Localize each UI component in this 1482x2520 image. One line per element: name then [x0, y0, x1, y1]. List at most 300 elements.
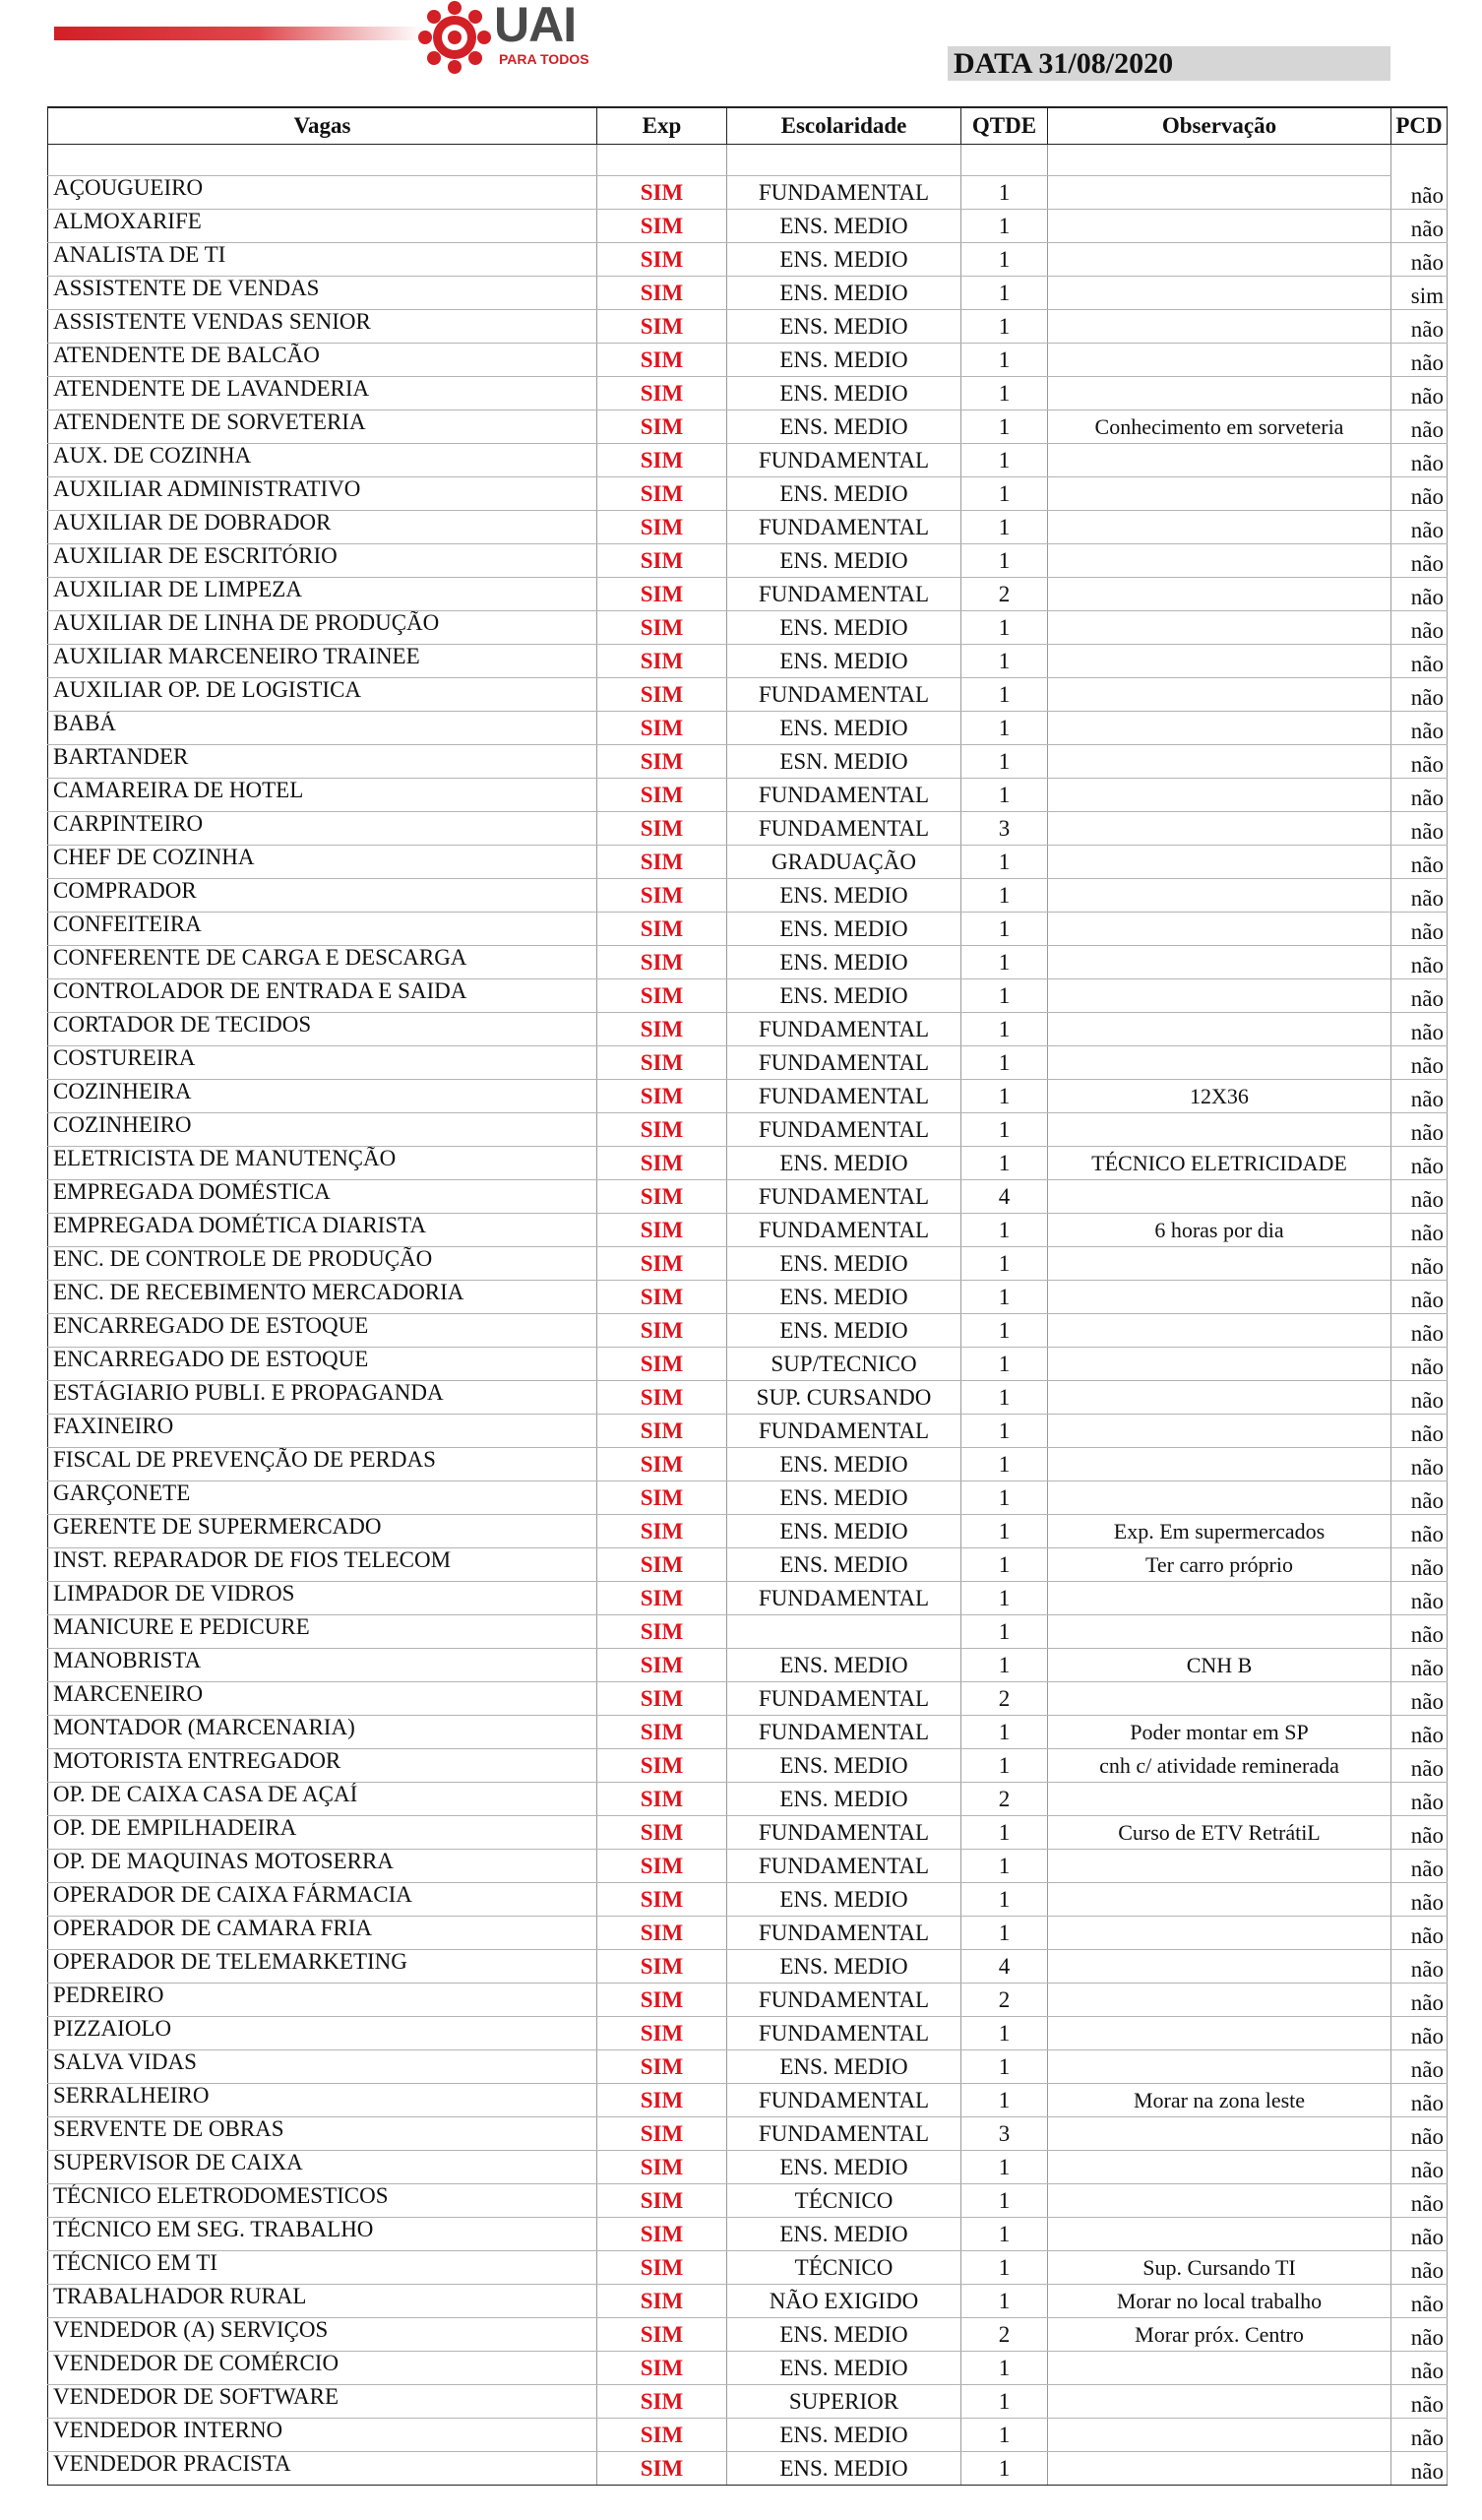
cell-pcd: não [1391, 1381, 1448, 1415]
cell-qtde: 1 [961, 2385, 1048, 2419]
cell-vaga: AUXILIAR DE LIMPEZA [48, 578, 597, 611]
cell-vaga: OPERADOR DE CAIXA FÁRMACIA [48, 1883, 597, 1917]
cell-vaga: AUXILIAR DE DOBRADOR [48, 511, 597, 544]
cell-qtde: 1 [961, 645, 1048, 678]
cell-vaga: EMPREGADA DOMÉSTICA [48, 1180, 597, 1214]
cell-escolaridade: ENS. MEDIO [727, 1515, 961, 1548]
cell-exp: SIM [597, 2218, 727, 2251]
cell-qtde: 1 [961, 1582, 1048, 1615]
cell-escolaridade: ENS. MEDIO [727, 1883, 961, 1917]
cell-exp: SIM [597, 1816, 727, 1850]
cell-vaga: PIZZAIOLO [48, 2017, 597, 2050]
cell-pcd: não [1391, 1415, 1448, 1448]
cell-observacao: cnh c/ atividade reminerada [1048, 1749, 1391, 1783]
cell-observacao [1048, 846, 1391, 879]
cell-qtde: 1 [961, 410, 1048, 444]
cell-exp: SIM [597, 2419, 727, 2452]
table-row [48, 578, 1448, 611]
cell-observacao [1048, 2017, 1391, 2050]
cell-qtde: 3 [961, 2117, 1048, 2151]
cell-exp: SIM [597, 1381, 727, 1415]
cell-escolaridade: ENS. MEDIO [727, 477, 961, 511]
cell-observacao: Sup. Cursando TI [1048, 2251, 1391, 2285]
cell-observacao [1048, 2050, 1391, 2084]
empty-cell [48, 145, 597, 176]
table-row [48, 1080, 1448, 1113]
cell-qtde: 1 [961, 1147, 1048, 1180]
cell-escolaridade: ENS. MEDIO [727, 410, 961, 444]
cell-exp: SIM [597, 1113, 727, 1147]
table-row [48, 277, 1448, 310]
cell-escolaridade: FUNDAMENTAL [727, 176, 961, 210]
cell-observacao [1048, 611, 1391, 645]
cell-escolaridade: SUP. CURSANDO [727, 1381, 961, 1415]
cell-observacao [1048, 1783, 1391, 1816]
cell-vaga: AUXILIAR DE LINHA DE PRODUÇÃO [48, 611, 597, 645]
date-label: DATA 31/08/2020 [948, 46, 1390, 81]
cell-vaga: AUXILIAR DE ESCRITÓRIO [48, 544, 597, 578]
cell-observacao [1048, 812, 1391, 846]
cell-exp: SIM [597, 410, 727, 444]
table-row [48, 2318, 1448, 2352]
cell-vaga: OP. DE CAIXA CASA DE AÇAÍ [48, 1783, 597, 1816]
cell-qtde: 1 [961, 444, 1048, 477]
cell-exp: SIM [597, 1749, 727, 1783]
column-header-exp: Exp [597, 107, 727, 145]
cell-pcd: não [1391, 477, 1448, 511]
cell-exp: SIM [597, 1883, 727, 1917]
cell-qtde: 1 [961, 1415, 1048, 1448]
cell-vaga: ANALISTA DE TI [48, 243, 597, 277]
cell-escolaridade: ENS. MEDIO [727, 645, 961, 678]
table-row [48, 879, 1448, 913]
cell-pcd: não [1391, 979, 1448, 1013]
table-row [48, 1348, 1448, 1381]
cell-exp: SIM [597, 1716, 727, 1749]
table-row [48, 1515, 1448, 1548]
cell-pcd: não [1391, 2050, 1448, 2084]
cell-escolaridade: ENS. MEDIO [727, 979, 961, 1013]
cell-vaga: ESTÁGIARIO PUBLI. E PROPAGANDA [48, 1381, 597, 1415]
cell-qtde: 1 [961, 1448, 1048, 1481]
cell-observacao [1048, 2117, 1391, 2151]
cell-escolaridade: FUNDAMENTAL [727, 1682, 961, 1716]
column-header-qtde: QTDE [961, 107, 1048, 145]
cell-observacao [1048, 979, 1391, 1013]
spacer-row [48, 145, 1448, 176]
uai-logo [417, 0, 614, 77]
table-row [48, 2419, 1448, 2452]
cell-observacao [1048, 2151, 1391, 2184]
cell-observacao [1048, 344, 1391, 377]
table-row [48, 611, 1448, 645]
cell-vaga: MARCENEIRO [48, 1682, 597, 1716]
table-row [48, 444, 1448, 477]
cell-escolaridade: ENS. MEDIO [727, 277, 961, 310]
table-row [48, 1917, 1448, 1950]
cell-vaga: GARÇONETE [48, 1481, 597, 1515]
cell-exp: SIM [597, 611, 727, 645]
cell-escolaridade: SUPERIOR [727, 2385, 961, 2419]
table-row [48, 1448, 1448, 1481]
cell-pcd: não [1391, 1783, 1448, 1816]
cell-qtde: 1 [961, 2419, 1048, 2452]
cell-vaga: AUXILIAR ADMINISTRATIVO [48, 477, 597, 511]
cell-observacao [1048, 678, 1391, 712]
cell-qtde: 1 [961, 946, 1048, 979]
table-row [48, 1816, 1448, 1850]
cell-observacao [1048, 1113, 1391, 1147]
cell-pcd: não [1391, 210, 1448, 243]
cell-qtde: 1 [961, 2452, 1048, 2486]
logo-wordmark: UAI [494, 0, 577, 52]
cell-exp: SIM [597, 2084, 727, 2117]
table-row [48, 1415, 1448, 1448]
cell-vaga: VENDEDOR (A) SERVIÇOS [48, 2318, 597, 2352]
cell-exp: SIM [597, 1080, 727, 1113]
table-row [48, 344, 1448, 377]
cell-qtde: 1 [961, 1615, 1048, 1649]
cell-observacao: Curso de ETV RetrátiL [1048, 1816, 1391, 1850]
cell-vaga: ALMOXARIFE [48, 210, 597, 243]
cell-exp: SIM [597, 377, 727, 410]
cell-qtde: 1 [961, 210, 1048, 243]
cell-observacao: Morar no local trabalho [1048, 2285, 1391, 2318]
cell-qtde: 1 [961, 846, 1048, 879]
cell-escolaridade: TÉCNICO [727, 2184, 961, 2218]
cell-qtde: 1 [961, 2218, 1048, 2251]
cell-observacao [1048, 1917, 1391, 1950]
cell-exp: SIM [597, 1013, 727, 1046]
cell-qtde: 3 [961, 812, 1048, 846]
table-row [48, 176, 1448, 210]
cell-pcd: não [1391, 1883, 1448, 1917]
cell-qtde: 1 [961, 1247, 1048, 1281]
cell-exp: SIM [597, 310, 727, 344]
cell-exp: SIM [597, 879, 727, 913]
cell-escolaridade: FUNDAMENTAL [727, 578, 961, 611]
cell-exp: SIM [597, 1582, 727, 1615]
cell-escolaridade: FUNDAMENTAL [727, 812, 961, 846]
cell-exp: SIM [597, 2117, 727, 2151]
table-row [48, 477, 1448, 511]
cell-exp: SIM [597, 1850, 727, 1883]
cell-pcd: não [1391, 1582, 1448, 1615]
cell-exp: SIM [597, 745, 727, 779]
cell-escolaridade: ENS. MEDIO [727, 2218, 961, 2251]
cell-exp: SIM [597, 477, 727, 511]
cell-qtde: 1 [961, 913, 1048, 946]
cell-exp: SIM [597, 1481, 727, 1515]
cell-vaga: PEDREIRO [48, 1984, 597, 2017]
cell-observacao: CNH B [1048, 1649, 1391, 1682]
cell-pcd: não [1391, 1046, 1448, 1080]
cell-exp: SIM [597, 1649, 727, 1682]
table-row [48, 1649, 1448, 1682]
cell-observacao [1048, 2419, 1391, 2452]
cell-escolaridade: ENS. MEDIO [727, 879, 961, 913]
table-row [48, 1850, 1448, 1883]
table-row [48, 1281, 1448, 1314]
cell-vaga: BARTANDER [48, 745, 597, 779]
cell-exp: SIM [597, 2452, 727, 2486]
cell-exp: SIM [597, 712, 727, 745]
empty-cell [1048, 145, 1391, 176]
cell-observacao [1048, 1950, 1391, 1984]
cell-observacao [1048, 444, 1391, 477]
cell-vaga: EMPREGADA DOMÉTICA DIARISTA [48, 1214, 597, 1247]
cell-qtde: 1 [961, 1850, 1048, 1883]
cell-vaga: SERRALHEIRO [48, 2084, 597, 2117]
cell-vaga: FAXINEIRO [48, 1415, 597, 1448]
cell-observacao [1048, 1013, 1391, 1046]
cell-pcd: não [1391, 1481, 1448, 1515]
cell-escolaridade: ENS. MEDIO [727, 310, 961, 344]
cell-escolaridade: ENS. MEDIO [727, 1481, 961, 1515]
cell-exp: SIM [597, 2251, 727, 2285]
cell-vaga: MANOBRISTA [48, 1649, 597, 1682]
cell-vaga: MONTADOR (MARCENARIA) [48, 1716, 597, 1749]
cell-exp: SIM [597, 1682, 727, 1716]
cell-qtde: 4 [961, 1180, 1048, 1214]
cell-exp: SIM [597, 2184, 727, 2218]
cell-pcd: não [1391, 1749, 1448, 1783]
cell-vaga: COZINHEIRO [48, 1113, 597, 1147]
cell-qtde: 1 [961, 176, 1048, 210]
cell-pcd: não [1391, 2385, 1448, 2419]
cell-exp: SIM [597, 1548, 727, 1582]
cell-observacao: Morar na zona leste [1048, 2084, 1391, 2117]
cell-vaga: CAMAREIRA DE HOTEL [48, 779, 597, 812]
table-row [48, 310, 1448, 344]
cell-pcd: não [1391, 1314, 1448, 1348]
cell-exp: SIM [597, 1147, 727, 1180]
cell-escolaridade: ESN. MEDIO [727, 745, 961, 779]
cell-escolaridade: FUNDAMENTAL [727, 2084, 961, 2117]
cell-pcd: não [1391, 1682, 1448, 1716]
cell-qtde: 1 [961, 1917, 1048, 1950]
table-row [48, 2117, 1448, 2151]
cell-exp: SIM [597, 2017, 727, 2050]
cell-observacao [1048, 1850, 1391, 1883]
cell-vaga: COSTUREIRA [48, 1046, 597, 1080]
table-row [48, 377, 1448, 410]
table-row [48, 2218, 1448, 2251]
table-row [48, 1883, 1448, 1917]
table-row [48, 645, 1448, 678]
table-row [48, 745, 1448, 779]
cell-vaga: ASSISTENTE VENDAS SENIOR [48, 310, 597, 344]
cell-exp: SIM [597, 2352, 727, 2385]
cell-pcd: não [1391, 1716, 1448, 1749]
cell-vaga: MANICURE E PEDICURE [48, 1615, 597, 1649]
cell-qtde: 1 [961, 1816, 1048, 1850]
table-row [48, 1548, 1448, 1582]
cell-qtde: 1 [961, 511, 1048, 544]
table-row [48, 2184, 1448, 2218]
cell-pcd: não [1391, 176, 1448, 210]
cell-vaga: CONFERENTE DE CARGA E DESCARGA [48, 946, 597, 979]
cell-exp: SIM [597, 511, 727, 544]
cell-pcd: não [1391, 544, 1448, 578]
cell-observacao [1048, 779, 1391, 812]
cell-escolaridade: ENS. MEDIO [727, 2151, 961, 2184]
cell-observacao [1048, 511, 1391, 544]
cell-vaga: CORTADOR DE TECIDOS [48, 1013, 597, 1046]
cell-pcd: não [1391, 1214, 1448, 1247]
cell-vaga: MOTORISTA ENTREGADOR [48, 1749, 597, 1783]
cell-observacao [1048, 1448, 1391, 1481]
cell-vaga: LIMPADOR DE VIDROS [48, 1582, 597, 1615]
table-row [48, 544, 1448, 578]
cell-vaga: ENC. DE CONTROLE DE PRODUÇÃO [48, 1247, 597, 1281]
cell-qtde: 1 [961, 1080, 1048, 1113]
cell-escolaridade: ENS. MEDIO [727, 913, 961, 946]
cell-escolaridade: FUNDAMENTAL [727, 1917, 961, 1950]
cell-qtde: 1 [961, 344, 1048, 377]
cell-pcd: não [1391, 678, 1448, 712]
cell-qtde: 1 [961, 2285, 1048, 2318]
cell-observacao [1048, 2385, 1391, 2419]
cell-pcd: não [1391, 578, 1448, 611]
table-row [48, 779, 1448, 812]
header-red-bar [54, 27, 423, 40]
table-row [48, 1783, 1448, 1816]
cell-exp: SIM [597, 444, 727, 477]
cell-qtde: 1 [961, 678, 1048, 712]
table-row [48, 210, 1448, 243]
cell-qtde: 1 [961, 2251, 1048, 2285]
cell-qtde: 1 [961, 611, 1048, 645]
cell-qtde: 1 [961, 2017, 1048, 2050]
cell-pcd: não [1391, 1548, 1448, 1582]
cell-vaga: AUX. DE COZINHA [48, 444, 597, 477]
cell-vaga: ATENDENTE DE BALCÃO [48, 344, 597, 377]
cell-pcd: não [1391, 2084, 1448, 2117]
cell-vaga: COMPRADOR [48, 879, 597, 913]
cell-vaga: TÉCNICO ELETRODOMESTICOS [48, 2184, 597, 2218]
cell-qtde: 2 [961, 1682, 1048, 1716]
cell-observacao [1048, 2452, 1391, 2486]
cell-pcd: não [1391, 611, 1448, 645]
cell-vaga: VENDEDOR PRACISTA [48, 2452, 597, 2486]
table-row [48, 2017, 1448, 2050]
cell-escolaridade: FUNDAMENTAL [727, 1716, 961, 1749]
table-row [48, 2452, 1448, 2486]
cell-observacao [1048, 578, 1391, 611]
cell-qtde: 2 [961, 2318, 1048, 2352]
cell-pcd: não [1391, 745, 1448, 779]
cell-qtde: 1 [961, 1481, 1048, 1515]
cell-pcd: não [1391, 1816, 1448, 1850]
cell-pcd: não [1391, 1850, 1448, 1883]
cell-qtde: 1 [961, 243, 1048, 277]
cell-escolaridade: FUNDAMENTAL [727, 1013, 961, 1046]
table-row [48, 1682, 1448, 1716]
cell-escolaridade: ENS. MEDIO [727, 1649, 961, 1682]
cell-pcd: não [1391, 879, 1448, 913]
table-row [48, 1481, 1448, 1515]
cell-observacao: Exp. Em supermercados [1048, 1515, 1391, 1548]
column-header-observacao: Observação [1048, 107, 1391, 145]
cell-exp: SIM [597, 344, 727, 377]
cell-pcd: não [1391, 511, 1448, 544]
cell-escolaridade: ENS. MEDIO [727, 243, 961, 277]
table-row [48, 712, 1448, 745]
cell-qtde: 1 [961, 712, 1048, 745]
empty-cell [961, 145, 1048, 176]
table-header-row [48, 107, 1448, 145]
cell-vaga: CHEF DE COZINHA [48, 846, 597, 879]
cell-observacao [1048, 1381, 1391, 1415]
table-row [48, 2352, 1448, 2385]
cell-escolaridade: SUP/TECNICO [727, 1348, 961, 1381]
cell-qtde: 1 [961, 1749, 1048, 1783]
cell-escolaridade: FUNDAMENTAL [727, 2117, 961, 2151]
column-header-vagas: Vagas [48, 107, 597, 145]
cell-exp: SIM [597, 277, 727, 310]
cell-qtde: 1 [961, 377, 1048, 410]
cell-vaga: TÉCNICO EM SEG. TRABALHO [48, 2218, 597, 2251]
cell-observacao: Ter carro próprio [1048, 1548, 1391, 1582]
logo-subtitle: PARA TODOS [499, 51, 589, 67]
cell-escolaridade: ENS. MEDIO [727, 1314, 961, 1348]
cell-qtde: 1 [961, 2084, 1048, 2117]
cell-vaga: BABÁ [48, 712, 597, 745]
cell-pcd: não [1391, 1649, 1448, 1682]
cell-escolaridade: TÉCNICO [727, 2251, 961, 2285]
cell-observacao: Conhecimento em sorveteria [1048, 410, 1391, 444]
cell-escolaridade: ENS. MEDIO [727, 1548, 961, 1582]
cell-observacao [1048, 712, 1391, 745]
cell-pcd: não [1391, 946, 1448, 979]
cell-vaga: INST. REPARADOR DE FIOS TELECOM [48, 1548, 597, 1582]
cell-qtde: 1 [961, 1314, 1048, 1348]
cell-vaga: CONTROLADOR DE ENTRADA E SAIDA [48, 979, 597, 1013]
cell-pcd: não [1391, 913, 1448, 946]
cell-pcd: não [1391, 812, 1448, 846]
table-row [48, 1046, 1448, 1080]
table-row [48, 2251, 1448, 2285]
cell-escolaridade: ENS. MEDIO [727, 544, 961, 578]
cell-exp: SIM [597, 1615, 727, 1649]
cell-escolaridade: FUNDAMENTAL [727, 1080, 961, 1113]
cell-escolaridade [727, 1615, 961, 1649]
empty-cell [1391, 145, 1448, 176]
cell-qtde: 4 [961, 1950, 1048, 1984]
cell-pcd: não [1391, 2318, 1448, 2352]
cell-exp: SIM [597, 913, 727, 946]
table-row [48, 1582, 1448, 1615]
cell-vaga: SUPERVISOR DE CAIXA [48, 2151, 597, 2184]
cell-qtde: 2 [961, 1984, 1048, 2017]
cell-pcd: não [1391, 1348, 1448, 1381]
cell-escolaridade: FUNDAMENTAL [727, 1046, 961, 1080]
cell-exp: SIM [597, 578, 727, 611]
cell-vaga: OPERADOR DE CAMARA FRIA [48, 1917, 597, 1950]
cell-qtde: 1 [961, 2151, 1048, 2184]
cell-observacao [1048, 310, 1391, 344]
table-row [48, 812, 1448, 846]
cell-exp: SIM [597, 812, 727, 846]
cell-qtde: 1 [961, 310, 1048, 344]
table-row [48, 2084, 1448, 2117]
cell-pcd: não [1391, 1147, 1448, 1180]
cell-observacao: Poder montar em SP [1048, 1716, 1391, 1749]
cell-observacao: Morar próx. Centro [1048, 2318, 1391, 2352]
cell-exp: SIM [597, 1180, 727, 1214]
cell-escolaridade: ENS. MEDIO [727, 1147, 961, 1180]
